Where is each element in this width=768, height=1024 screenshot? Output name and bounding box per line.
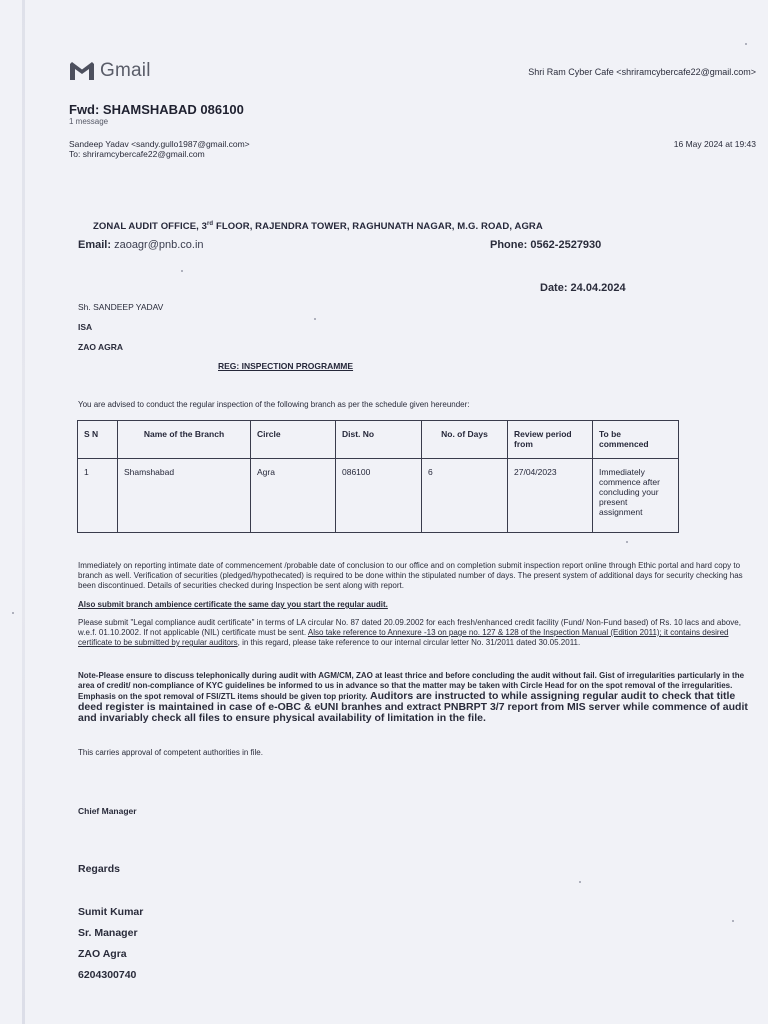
table-cell: 27/04/2023 — [508, 459, 593, 533]
table-cell: 1 — [78, 459, 118, 533]
page-edge-shadow — [22, 0, 25, 1024]
scan-speck — [732, 920, 734, 922]
signatory-phone: 6204300740 — [78, 969, 137, 981]
message-count: 1 message — [69, 117, 109, 126]
addressee-name: Sh. SANDEEP YADAV — [78, 302, 164, 312]
letter-subject: REG: INSPECTION PROGRAMME — [218, 361, 354, 371]
scan-speck — [745, 43, 747, 45]
table-cell: 6 — [422, 459, 508, 533]
addressee-role: ISA — [78, 322, 93, 332]
signatory-office: ZAO Agra — [78, 948, 127, 960]
table-cell: Immediately commence after concluding your present assignment — [593, 459, 679, 533]
office-phone: Phone: 0562-2527930 — [490, 239, 602, 251]
email-subject: Fwd: SHAMSHABAD 086100 — [69, 102, 244, 117]
scan-speck — [12, 612, 14, 614]
addressee-office: ZAO AGRA — [78, 342, 124, 352]
table-header: Review period from — [508, 421, 593, 459]
table-header-row — [78, 421, 679, 459]
table-cell: 086100 — [336, 459, 422, 533]
table-header: Dist. No — [336, 421, 422, 459]
regards-text: Regards — [78, 863, 121, 875]
table-cell: Shamshabad — [118, 459, 251, 533]
paragraph-approval: This carries approval of competent authorities in file. — [78, 748, 263, 757]
signatory-name: Sumit Kumar — [78, 906, 144, 918]
email-to: To: shriramcybercafe22@gmail.com — [69, 149, 205, 159]
chief-manager-label: Chief Manager — [78, 806, 137, 816]
intro-text: You are advised to conduct the regular inspection of the following branch as per the schedule given hereunder: — [78, 400, 470, 409]
paragraph-legal-compliance: Please submit "Legal compliance audit certificate" in terms of LA circular No. 87 dated 20.09.2002 for each fresh/enhanced credit facility (Fund/ Non-Fund based) of Rs. 10 lacs and above, w.e.f. 01.10.2002. If not applicable (NIL) certificate must be sent. Also take reference to Annexure -13 on page no. 127 & 128 of the Inspection Manual (Edition 2011); it contains desired certificate to be submitted by regular auditors, in this regard, please take reference to our internal circular letter No. 31/2011 dated 30.05.2011. — [78, 618, 741, 647]
paragraph-reporting: Immediately on reporting intimate date of commencement /probable date of conclusion to our office and on completion submit inspection report online through Ethic portal and hard copy to branch as well. Verification of securities (pledged/hypothecated) is required to be done within the stipulated number of days. The present system of additional days for security checking has been discontinued. Details of securities checked during Inspection be sent along with report. — [78, 561, 743, 590]
account-address: Shri Ram Cyber Cafe <shriramcybercafe22@gmail.com> — [528, 67, 756, 77]
table-row — [78, 459, 679, 533]
table-header: To be commenced — [593, 421, 679, 459]
table-cell: Agra — [251, 459, 336, 533]
table-header: Name of the Branch — [118, 421, 251, 459]
table-header: S N — [78, 421, 118, 459]
gmail-logo — [69, 60, 151, 82]
office-email: Email: zaoagr@pnb.co.in — [78, 239, 204, 251]
letter-date: Date: 24.04.2024 — [540, 282, 626, 294]
paragraph-ambience: Also submit branch ambience certificate the same day you start the regular audit. — [78, 600, 388, 609]
scan-speck — [314, 318, 316, 320]
scan-speck — [579, 881, 581, 883]
table-header: Circle — [251, 421, 336, 459]
office-address: ZONAL AUDIT OFFICE, 3rd FLOOR, RAJENDRA TOWER, RAGHUNATH NAGAR, M.G. ROAD, AGRA — [93, 221, 543, 233]
signatory-title: Sr. Manager — [78, 927, 138, 939]
inspection-schedule-table — [77, 420, 679, 533]
scan-speck — [181, 270, 183, 272]
gmail-wordmark: Gmail — [100, 60, 151, 81]
paragraph-note: Note-Please ensure to discuss telephonically during audit with AGM/CM, ZAO at least thrice and before concluding the audit without fail. Gist of irregularities particularly in the area of credit/ non-compliance of KYC guidelines be informed to us in advance so that the matter may be taken with Circle Head for on the spot removal of the irregularities. Emphasis on the spot removal of FSI/ZTL items should be given top priority. Auditors are instructed to while assigning regular audit to check that title deed register is maintained in case of e-OBC & eUNI branhes and extract PNBRPT 3/7 report from MIS server while commence of audit and invariably check all files to ensure physical availability of limitation in the file. — [78, 671, 748, 724]
scan-speck — [626, 541, 628, 543]
email-from: Sandeep Yadav <sandy.gullo1987@gmail.com> — [69, 139, 250, 149]
gmail-m-icon — [69, 61, 95, 81]
table-header: No. of Days — [422, 421, 508, 459]
email-date: 16 May 2024 at 19:43 — [673, 139, 756, 149]
